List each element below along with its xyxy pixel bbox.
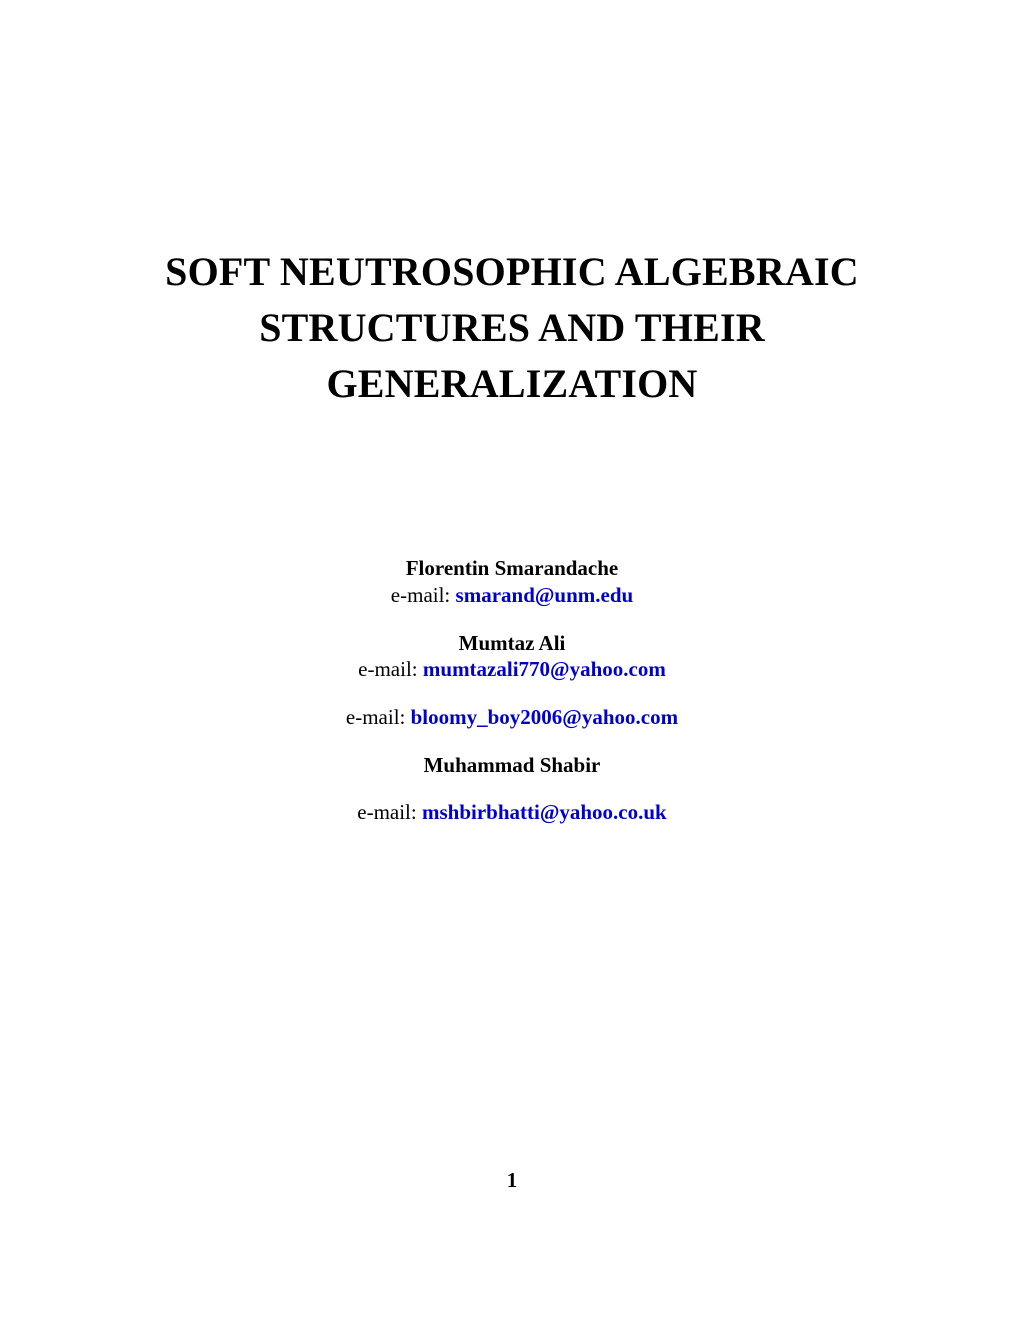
author-alt-email-line-ali	[0, 704, 1024, 730]
email-link-shabir[interactable]: mshbirbhatti@yahoo.co.uk	[421, 800, 667, 824]
email-label: e-mail:	[345, 705, 406, 729]
title-line-3: GENERALIZATION	[326, 361, 698, 406]
page-number: 1	[506, 1168, 518, 1192]
title-line-1: SOFT NEUTROSOPHIC ALGEBRAIC	[165, 249, 859, 294]
email-link-smarandache[interactable]: smarand@unm.edu	[455, 583, 634, 607]
author-email-line-ali	[0, 656, 1024, 682]
author-email-line-smarandache	[0, 582, 1024, 608]
email-label: e-mail:	[357, 800, 417, 824]
email-label: e-mail:	[390, 583, 451, 607]
email-link-ali-alt[interactable]: bloomy_boy2006@yahoo.com	[410, 705, 679, 729]
author-name-smarandache: Florentin Smarandache	[405, 556, 619, 580]
title-line-2: STRUCTURES AND THEIR	[259, 305, 765, 350]
author-name-shabir: Muhammad Shabir	[423, 753, 601, 777]
author-name-ali: Mumtaz Ali	[458, 631, 566, 655]
document-title	[0, 244, 1024, 412]
author-email-line-shabir	[0, 799, 1024, 825]
email-label: e-mail:	[358, 657, 418, 681]
email-link-ali[interactable]: mumtazali770@yahoo.com	[422, 657, 666, 681]
